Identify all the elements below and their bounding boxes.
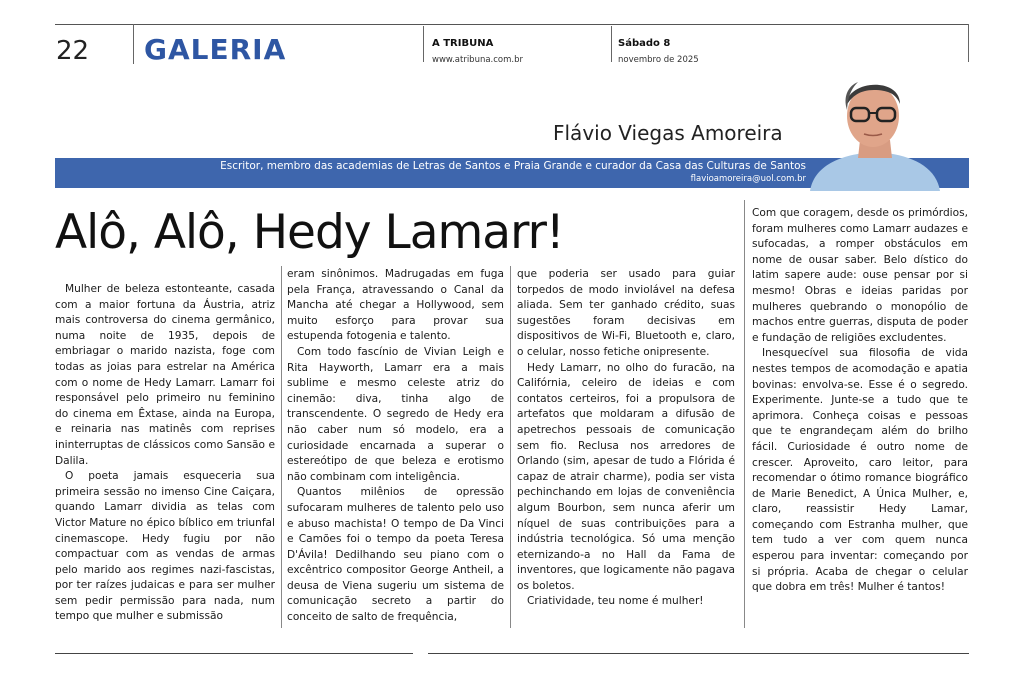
paragraph: Hedy Lamarr, no olho do furacão, na Califórnia, celeiro de ideias e com contatos certeiros, foi a propulsora de artefatos que moldaram a difusão de apetrechos pessoais de comunicação sem fio. Reclusa nos arredores de Orlando (sim, apesar de tudo a Flórida é capaz de atrair charme), podia ser vista pechinchando em lojas de conveniência algum Bourbon, sem nunca aferir um níquel de suas contribuições para a indústria tecnológica. Só uma menção eternizando-a no Hall da Fama de inventores, que logicamente não pagava os boletos. [517,361,735,592]
column-divider [744,200,745,628]
column-divider [281,266,282,628]
paragraph: Criatividade, teu nome é mulher! [527,595,704,608]
issue-day: Sábado 8 [618,38,671,49]
author-name: Flávio Viegas Amoreira [553,121,783,145]
publication-url: www.atribuna.com.br [432,55,524,65]
author-bio: Escritor, membro das academias de Letras de Santos e Praia Grande e curador da Casa das Culturas de Santos [220,160,806,172]
paragraph: O poeta jamais esqueceria sua primeira sessão no imenso Cine Caiçara, quando Lamarr dividia as telas com Victor Mature no épico bíblico em triunfal cinemascope. Hedy fugiu por não compactuar com as vendas de armas pelo marido aos regimes nazi-fascistas, por ter raízes judaicas e para ser mulher sem pedir permissão para nada, num tempo que mulher e submissão [55,470,275,623]
article-column-4 [752,206,968,596]
paragraph: eram sinônimos. Madrugadas em fuga pela França, atravessando o Canal da Mancha até chegar a Hollywood, sem muito esforço para provar sua estupenda fotogenia e talento. [287,268,504,343]
paragraph: Mulher de beleza estonteante, casada com a maior fortuna da Áustria, atriz mais controversa do cinema germânico, numa noite de 1935, depois de embriagar o marido nazista, foge com todas as joias para estrelar na América com o nome de Hedy Lamarr. Lamarr foi responsável pelo primeiro nu feminino do cinema em Êxtase, ainda na Europa, e reinaria nas matinês com reprises ininterruptas de clássicos como Sansão e Dalila. [55,283,275,467]
paragraph: Quantos milênios de opressão sufocaram mulheres de talento pelo uso e abuso machista! O tempo de Da Vinci e Camões foi o tempo da poeta Teresa D'Ávila! Dedilhando seu piano com o excêntrico compositor George Antheil, a deusa de Viena sugeriu um sistema de comunicação secreto a partir do conceito de salto de frequência, [287,486,504,624]
article-headline: Alô, Alô, Hedy Lamarr! [55,205,564,260]
article-column-3 [517,267,735,610]
header-divider [968,24,969,62]
paragraph: Com todo fascínio de Vivian Leigh e Rita Hayworth, Lamarr era a mais sublime e mesmo celeste atriz do cinemão: diva, tinha algo de transcendente. O segredo de Hedy era não caber num só modelo, era a curiosidade encarnada a superar o estereótipo de que beleza e erotismo não combinam com inteligência. [287,345,504,483]
issue-month-year: novembro de 2025 [618,55,699,65]
paragraph: que poderia ser usado para guiar torpedos de modo inviolável na defesa aliada. Sem ter ganhado crédito, suas sugestões foram decisivas em dispositivos de Wi-Fi, Bluetooth e, claro, o celular, nosso fetiche onipresente. [517,268,735,358]
author-portrait [800,66,950,191]
author-email: flavioamoreira@uol.com.br [690,174,806,184]
section-title: GALERIA [144,33,287,66]
header-divider [133,24,134,64]
footer-rule [428,653,969,654]
page-number: 22 [56,36,90,66]
article-column-1 [55,282,275,625]
header-divider [423,26,424,62]
header-divider [611,26,612,62]
article-column-2 [287,267,504,626]
header-top-rule [55,24,969,25]
paragraph: Com que coragem, desde os primórdios, foram mulheres como Lamarr audazes e sufocadas, a romper obstáculos em nome de ousar saber. Belo dístico do latim sapere aude: ouse pensar por si mesmo! Obras e ideias paridas por mulheres quebrando o monopólio de machos entre guerras, disputa de poder e fundação de religiões excludentes. [752,207,968,344]
publication-name: A TRIBUNA [432,38,494,49]
paragraph: Inesquecível sua filosofia de vida nestes tempos de acomodação e apatia bovinas: envolva-se. Esse é o segredo. Experimente. Junte-se a tudo que te aprimora. Conheça coisas e pessoas que te engrandeçam além do brilho fácil. Curiosidade é outro nome de crescer. Aproveito, caro leitor, para recomendar o ótimo romance biográfico de Marie Benedict, A Única Mulher, e, claro, reassistir Hedy Lamar, começando com Estranha mulher, que tem tudo a ver com quem nunca esperou para inventar: começando por si própria. Acaba de chegar o celular que dobra em três! Mulher é tantos! [752,347,968,594]
footer-rule [55,653,413,654]
column-divider [510,266,511,628]
